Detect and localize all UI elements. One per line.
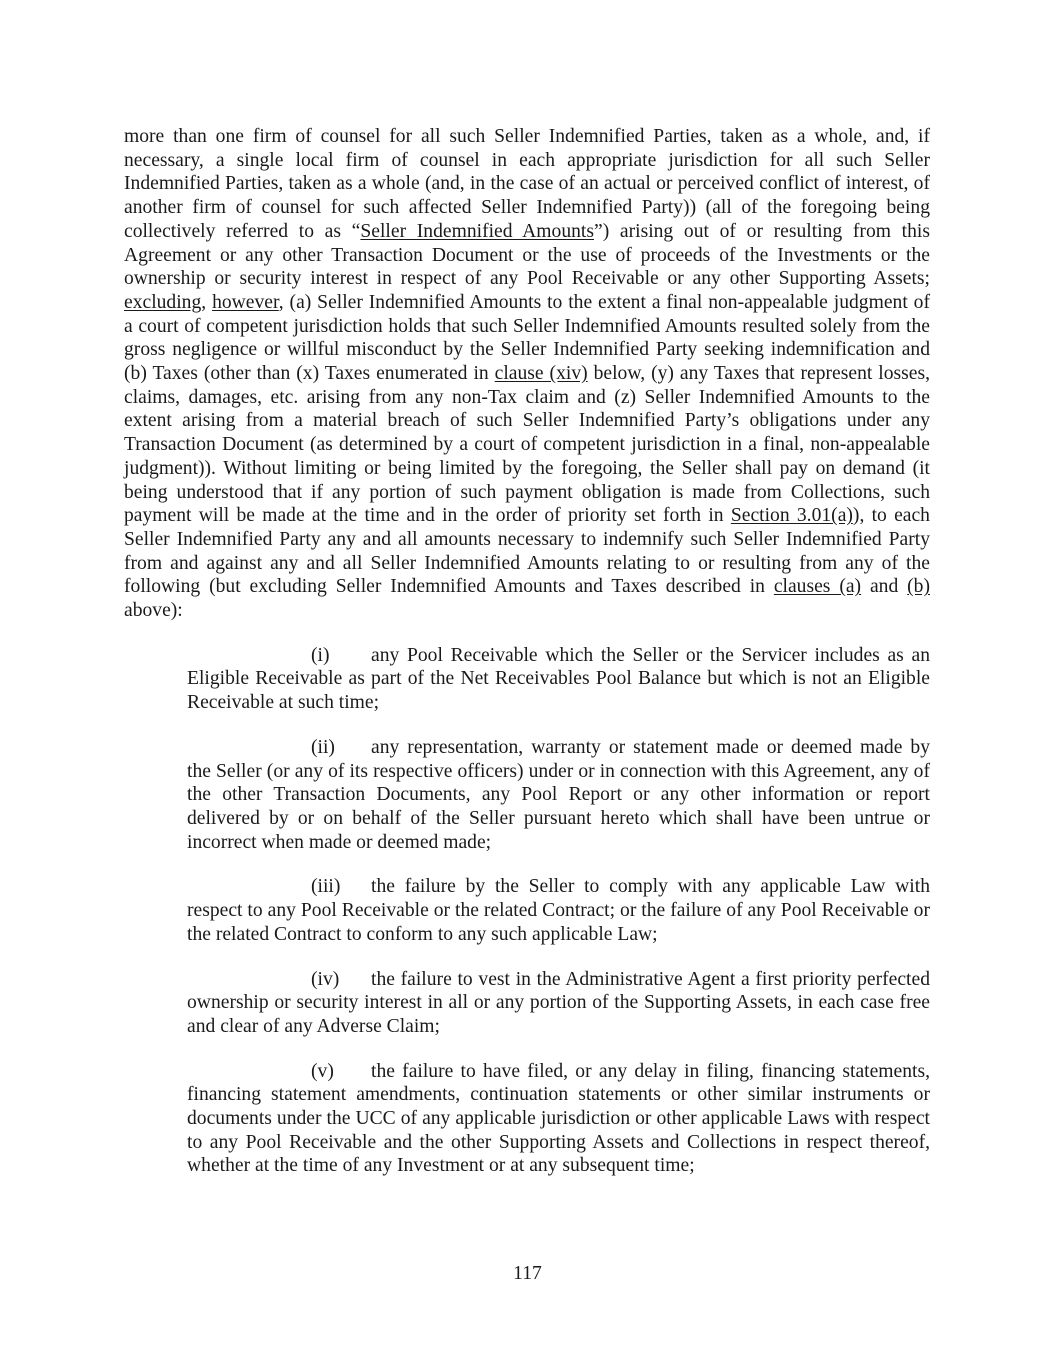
clause-reference: (b): [907, 576, 930, 598]
item-text: the failure to have filed, or any delay in filing, financing statements, financing statement amendments, continuation statements or other similar instruments or documents under the UCC of any applicable jurisdiction or other applicable Laws with respect to any Pool Receivable and the other Supporting Assets and Collections in respect thereof, whether at the time of any Investment or at any subsequent time;: [187, 1060, 930, 1177]
clause-reference: clause (xiv): [494, 363, 588, 385]
text-run: ), to each Seller Indemnified Party any and all amounts necessary to indemnify such Seller Indemnified Party from and against any and all Seller Indemnified Amounts relating to or resulting from any of the following (but excluding Seller Indemnified Amounts and Taxes described in: [124, 505, 930, 598]
underlined-however: however: [212, 291, 279, 313]
item-text: the failure to vest in the Administrative Agent a first priority perfected ownership or security interest in all or any portion of the Supporting Assets, in each case free and clear of any Adverse Claim;: [187, 968, 930, 1037]
text-run: ”) arising out of or resulting from this Agreement or any other Transaction Document or the use of proceeds of the Investments or the ownership or security interest in respect of any Pool Receivable or any other Supporting Assets;: [124, 220, 930, 290]
item-text: any representation, warranty or statement made or deemed made by the Seller (or any of its respective officers) under or in connection with this Agreement, any of the other Transaction Documents, any Pool Report or any other information or report delivered by or on behalf of the Seller pursuant hereto which shall have been untrue or incorrect when made or deemed made;: [187, 736, 930, 853]
list-item: [187, 736, 930, 855]
list-item: [187, 1060, 930, 1179]
list-item: [187, 875, 930, 946]
item-number: (ii): [311, 736, 335, 758]
text-run: ,: [201, 291, 213, 313]
enumerated-list: [187, 644, 930, 1178]
text-run: above):: [124, 600, 183, 622]
item-number: (iii): [311, 876, 341, 898]
text-run: more than one firm of counsel for all such Seller Indemnified Parties, taken as a whole, and, if necessary, a single local firm of counsel in each appropriate jurisdiction for all such Seller Indemnified Parties, taken as a whole (and, in the case of an actual or perceived conflict of interest, of another firm of counsel for such affected Seller Indemnified Party)) (all of the foregoing being collectively referred to as “: [124, 126, 930, 242]
body-paragraph: [124, 125, 930, 623]
text-run: and: [861, 576, 908, 598]
section-reference: Section 3.01(a): [730, 505, 853, 527]
text-run: , (a) Seller Indemnified Amounts to the extent a final non-appealable judgment of a court of competent jurisdiction holds that such Seller Indemnified Amounts resulted solely from the gross negligence or willful misconduct by the Seller Indemnified Party seeking indemnification and (b) Taxes (other than (x) Taxes enumerated in: [124, 291, 931, 385]
item-text: any Pool Receivable which the Seller or the Servicer includes as an Eligible Receivable as part of the Net Receivables Pool Balance but which is not an Eligible Receivable at such time;: [187, 644, 930, 714]
item-number: (i): [311, 644, 330, 666]
page-number: 117: [513, 1263, 542, 1284]
item-number: (v): [311, 1060, 334, 1082]
item-number: (iv): [311, 968, 340, 990]
list-item: [187, 644, 930, 715]
underlined-excluding: excluding: [124, 291, 202, 313]
item-text: the failure by the Seller to comply with any applicable Law with respect to any Pool Receivable or the related Contract; or the failure of any Pool Receivable or the related Contract to conform to any such applicable Law;: [187, 876, 930, 945]
text-run: below, (y) any Taxes that represent losses, claims, damages, etc. arising from any non-Tax claim and (z) Seller Indemnified Amounts to the extent arising from a material breach of such Seller Indemnified Party’s obligations under any Transaction Document (as determined by a court of competent jurisdiction in a final, non-appealable judgment)). Without limiting or being limited by the foregoing, the Seller shall pay on demand (it being understood that if any portion of such payment obligation is made from Collections, such payment will be made at the time and in the order of priority set forth in: [124, 363, 930, 527]
document-page: [124, 125, 930, 1199]
list-item: [187, 968, 930, 1039]
defined-term: Seller Indemnified Amounts: [360, 220, 594, 242]
clause-reference: clauses (a): [773, 576, 862, 598]
